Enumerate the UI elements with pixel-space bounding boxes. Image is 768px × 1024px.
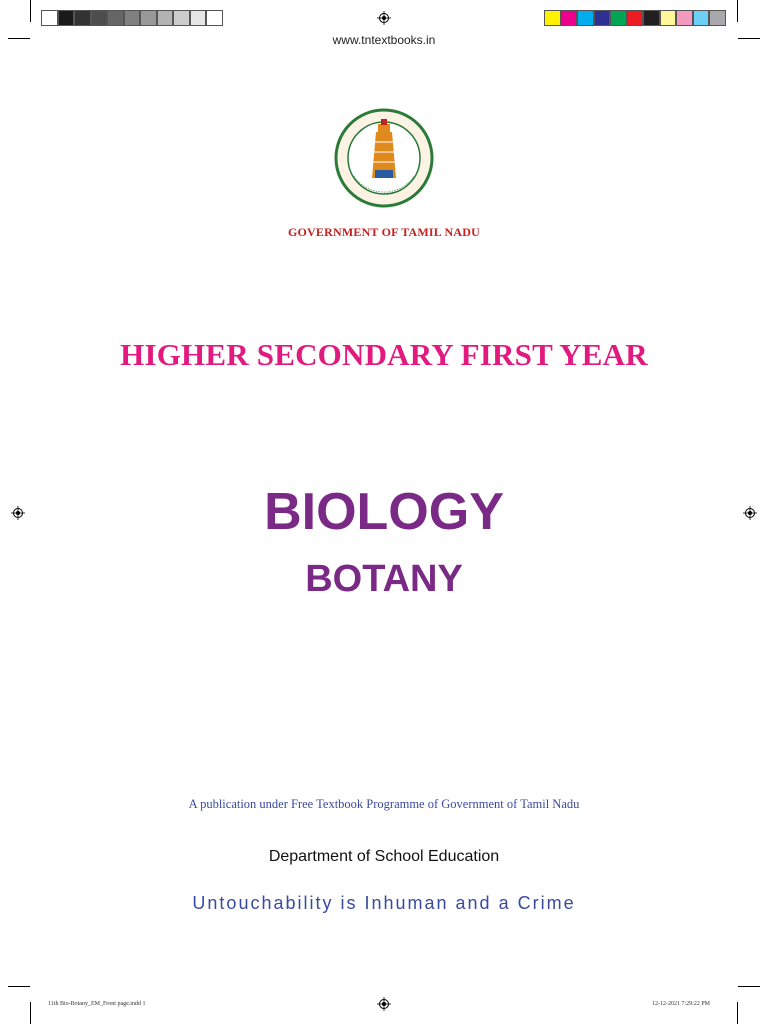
print-slug-datetime: 12-12-2021 7:29:22 PM — [652, 1001, 711, 1007]
color-swatch — [610, 10, 627, 26]
subject-title: BIOLOGY — [264, 483, 504, 541]
color-swatch — [544, 10, 561, 26]
color-swatch — [627, 10, 644, 26]
color-swatch — [709, 10, 726, 26]
gray-swatch — [190, 10, 207, 26]
gray-swatch — [140, 10, 157, 26]
gray-swatch — [173, 10, 190, 26]
grayscale-color-bar — [41, 10, 223, 26]
gray-swatch — [74, 10, 91, 26]
subject-subtitle: BOTANY — [305, 558, 463, 600]
crop-mark — [737, 0, 738, 22]
gray-swatch — [41, 10, 58, 26]
color-swatch — [693, 10, 710, 26]
registration-mark-icon — [377, 997, 391, 1011]
website-url: www.tntextbooks.in — [332, 33, 436, 47]
gray-swatch — [206, 10, 223, 26]
gray-swatch — [107, 10, 124, 26]
color-swatch — [561, 10, 578, 26]
crop-mark — [737, 1002, 738, 1024]
crop-mark — [8, 986, 30, 987]
crop-mark — [30, 1002, 31, 1024]
gray-swatch — [124, 10, 141, 26]
gray-swatch — [58, 10, 75, 26]
slogan: Untouchability is Inhuman and a Crime — [192, 893, 576, 913]
department-name: Department of School Education — [268, 848, 500, 865]
gray-swatch — [91, 10, 108, 26]
tamil-nadu-emblem-icon — [334, 108, 434, 208]
gray-swatch — [157, 10, 174, 26]
government-title: GOVERNMENT OF TAMIL NADU — [287, 225, 481, 239]
class-level-title: HIGHER SECONDARY FIRST YEAR — [120, 337, 648, 372]
process-color-bar — [544, 10, 726, 26]
print-slug-filename: 11th Bio-Botany_EM_Front page.indd 1 — [48, 1001, 146, 1007]
crop-mark — [30, 0, 31, 22]
color-swatch — [676, 10, 693, 26]
crop-mark — [738, 986, 760, 987]
publication-note: A publication under Free Textbook Programme of Government of Tamil Nadu — [188, 797, 580, 811]
color-swatch — [660, 10, 677, 26]
color-swatch — [577, 10, 594, 26]
color-swatch — [594, 10, 611, 26]
registration-mark-icon — [377, 11, 391, 25]
color-swatch — [643, 10, 660, 26]
